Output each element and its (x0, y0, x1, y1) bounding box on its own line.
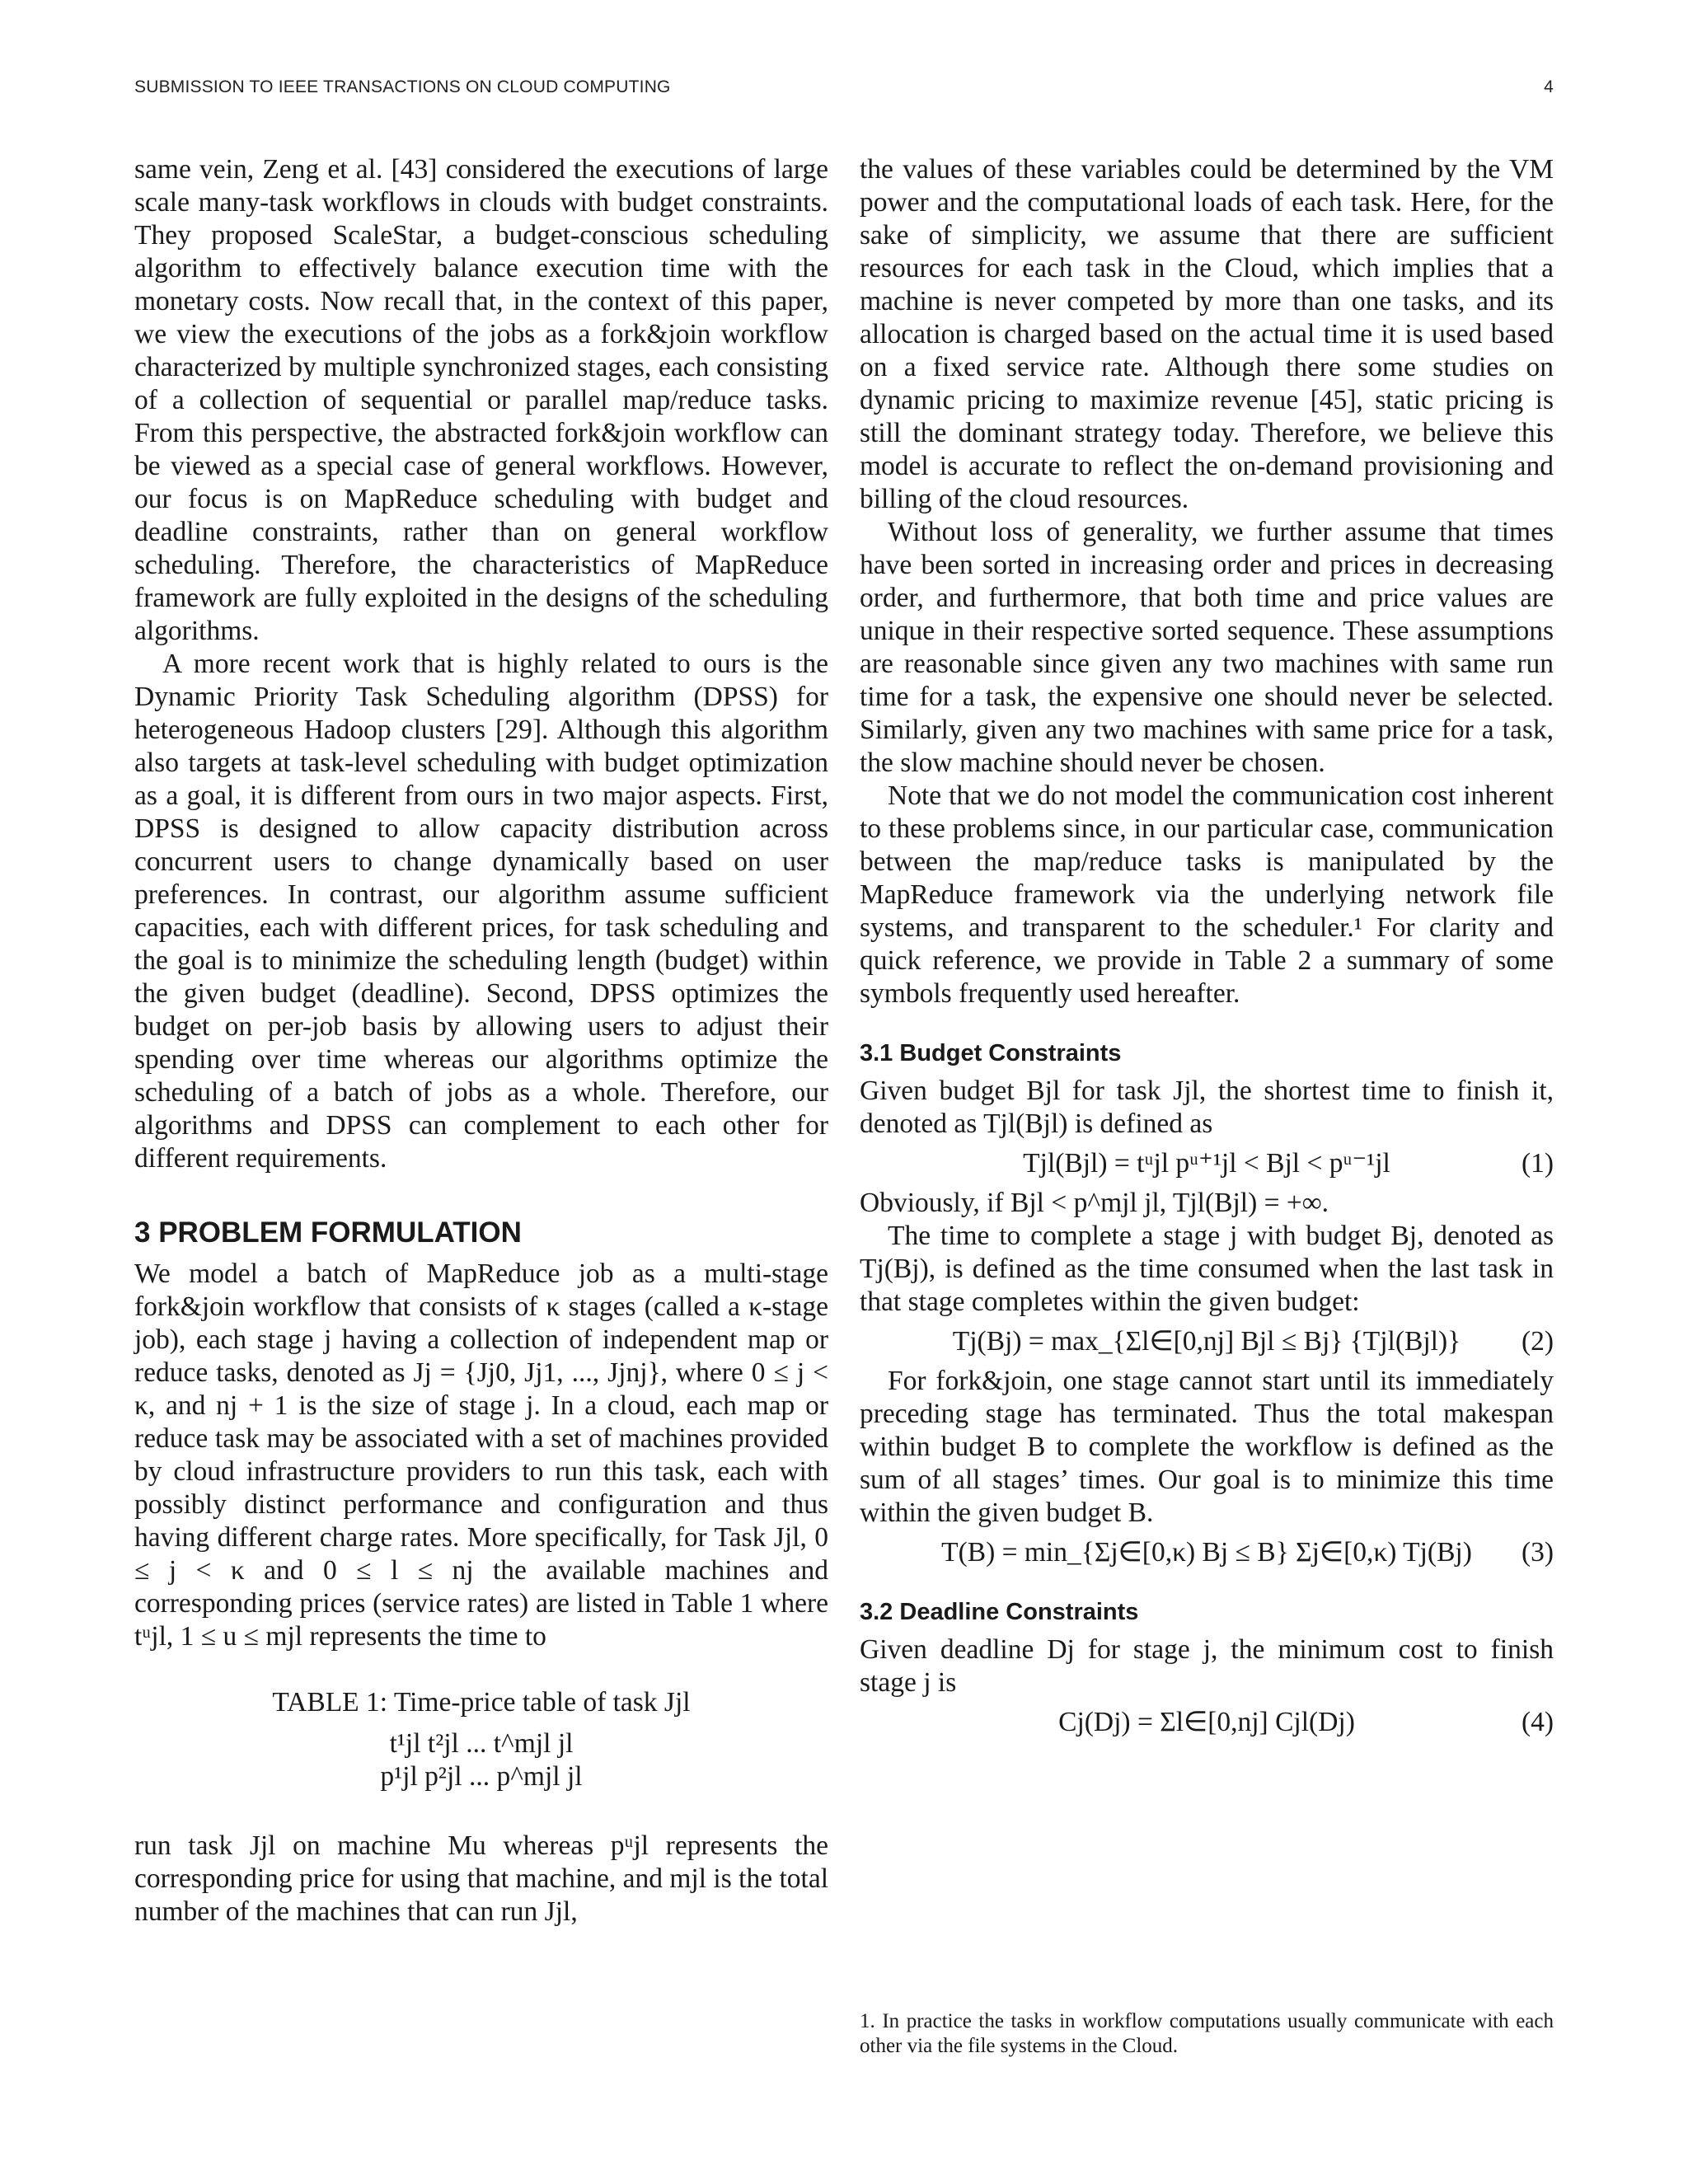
paragraph: The time to complete a stage j with budget Bj, denoted as Tj(Bj), is defined as the time consumed when the last task in that stage completes within the given budget: (860, 1221, 1554, 1317)
time-price-matrix (134, 1727, 828, 1793)
paragraph: We model a batch of MapReduce job as a multi-stage fork&join workflow that consists of κ stages (called a κ-stage job), each stage j having a collection of independent map or reduce tasks, denoted as Jj = {Jj0, Jj1, ..., Jjnj}, where 0 ≤ j < κ, and nj + 1 is the size of stage j. In a cloud, each map or reduce task may be associated with a set of machines provided by cloud infrastructure providers to run this task, each with possibly distinct performance and configuration and thus having different charge rates. More specifically, for Task Jjl, 0 ≤ j < κ and 0 ≤ l ≤ nj the available machines and corresponding prices (service rates) are listed in Table 1 where tᵘjl, 1 ≤ u ≤ mjl represents the time to (134, 1258, 828, 1652)
running-header (134, 77, 1554, 104)
equation-number: (1) (1521, 1148, 1554, 1179)
equation-body: Cj(Dj) = Σl∈[0,nj] Cjl(Dj) (1058, 1707, 1355, 1737)
matrix-row: t¹jl t²jl ... t^mjl jl (389, 1728, 574, 1759)
subsection-heading: 3.2 Deadline Constraints (860, 1599, 1139, 1625)
paragraph: the values of these variables could be determined by the VM power and the computational loads of each task. Here, for the sake of simplicity, we assume that there are sufficient resources for each task in the Cloud, which implies that a machine is never competed by more than one tasks, and its allocation is charged based on the actual time it is used based on a fixed service rate. Although there some studies on dynamic pricing to maximize revenue [45], static pricing is still the dominant strategy today. Therefore, we believe this model is accurate to reflect the on-demand provisioning and billing of the cloud resources. (860, 154, 1554, 514)
paragraph: A more recent work that is highly related to ours is the Dynamic Priority Task Scheduling algorithm (DPSS) for heterogeneous Hadoop clusters [29]. Although this algorithm also targets at task-level scheduling with budget optimization as a goal, it is different from ours in two major aspects. First, DPSS is designed to allow capacity distribution across concurrent users to change dynamically based on user preferences. In contrast, our algorithm assume sufficient capacities, each with different prices, for task scheduling and the goal is to minimize the scheduling length (budget) within the given budget (deadline). Second, DPSS optimizes the budget on per-job basis by allowing users to adjust their spending over time whereas our algorithms optimize the scheduling of a batch of jobs as a whole. Therefore, our algorithms and DPSS can complement to each other for different requirements. (134, 649, 828, 1174)
paragraph: run task Jjl on machine Mu whereas pᵘjl represents the corresponding price for using that machine, and mjl is the total number of the machines that can run Jjl, (134, 1830, 828, 1927)
equation-number: (4) (1521, 1707, 1554, 1737)
equation-3 (860, 1536, 1554, 1569)
right-column (860, 153, 1554, 1746)
subsection-heading: 3.1 Budget Constraints (860, 1040, 1122, 1066)
paragraph: Given deadline Dj for stage j, the minimum cost to finish stage j is (860, 1634, 1554, 1698)
left-column (134, 153, 828, 1929)
page-number: 4 (1544, 77, 1554, 96)
paragraph: Given budget Bjl for task Jjl, the shortest time to finish it, denoted as Tjl(Bjl) is defined as (860, 1076, 1554, 1139)
journal-title: SUBMISSION TO IEEE TRANSACTIONS ON CLOUD COMPUTING (134, 77, 671, 96)
paragraph: Note that we do not model the communication cost inherent to these problems since, in our particular case, communication between the map/reduce tasks is manipulated by the MapReduce framework via the underlying network file systems, and transparent to the scheduler.¹ For clarity and quick reference, we provide in Table 2 a summary of some symbols frequently used hereafter. (860, 780, 1554, 1009)
paragraph: Without loss of generality, we further assume that times have been sorted in increasing order and prices in decreasing order, and furthermore, that both time and price values are unique in their respective sorted sequence. These assumptions are reasonable since given any two machines with same run time for a task, the expensive one should never be selected. Similarly, given any two machines with same price for a task, the slow machine should never be chosen. (860, 517, 1554, 778)
equation-body: T(B) = min_{Σj∈[0,κ) Bj ≤ B} Σj∈[0,κ) Tj(Bj) (941, 1537, 1472, 1568)
equation-4 (860, 1706, 1554, 1739)
section-heading: 3 PROBLEM FORMULATION (134, 1216, 522, 1249)
equation-body: Tj(Bj) = max_{Σl∈[0,nj] Bjl ≤ Bj} {Tjl(Bjl)} (952, 1326, 1461, 1357)
equation-body: Tjl(Bjl) = tᵘjl pᵘ⁺¹jl < Bjl < pᵘ⁻¹jl (1023, 1148, 1390, 1179)
equation-2 (860, 1325, 1554, 1358)
footnote: 1. In practice the tasks in workflow computations usually communicate with each other via the file systems in the Cloud. (860, 2010, 1554, 2057)
matrix-row: p¹jl p²jl ... p^mjl jl (380, 1761, 583, 1792)
paragraph: same vein, Zeng et al. [43] considered the executions of large scale many-task workflows in clouds with budget constraints. They proposed ScaleStar, a budget-conscious scheduling algorithm to effectively balance execution time with the monetary costs. Now recall that, in the context of this paper, we view the executions of the jobs as a fork&join workflow characterized by multiple synchronized stages, each consisting of a collection of sequential or parallel map/reduce tasks. From this perspective, the abstracted fork&join workflow can be viewed as a special case of general workflows. However, our focus is on MapReduce scheduling with budget and deadline constraints, rather than on general workflow scheduling. Therefore, the characteristics of MapReduce framework are fully exploited in the designs of the scheduling algorithms. (134, 154, 828, 646)
table-caption: TABLE 1: Time-price table of task Jjl (272, 1687, 691, 1718)
equation-number: (3) (1521, 1537, 1554, 1568)
paragraph: Obviously, if Bjl < p^mjl jl, Tjl(Bjl) = +∞. (860, 1188, 1329, 1218)
equation-1 (860, 1147, 1554, 1180)
equation-number: (2) (1521, 1326, 1554, 1357)
paragraph: For fork&join, one stage cannot start until its immediately preceding stage has terminated. Thus the total makespan within budget B to complete the workflow is defined as the sum of all stages’ times. Our goal is to minimize this time within the given budget B. (860, 1366, 1554, 1528)
